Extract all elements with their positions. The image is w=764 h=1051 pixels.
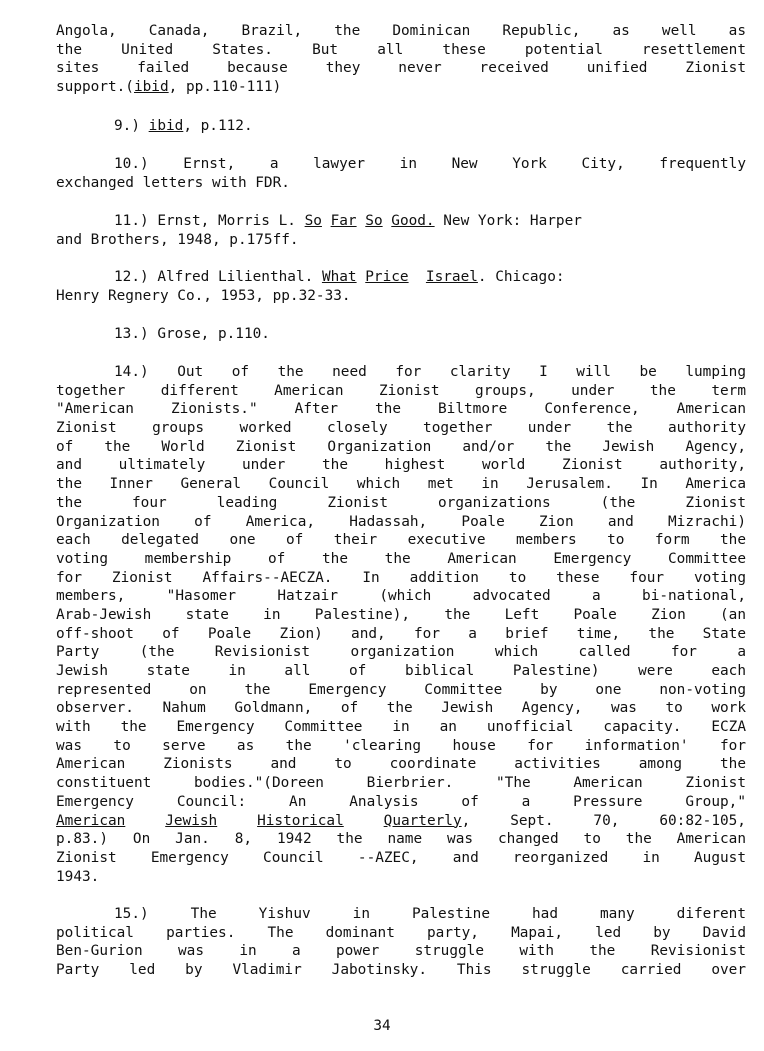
citation-title: Quarterly [383,812,462,829]
footnote-12 [56,268,746,305]
text-line: and Brothers, 1948, p.175ff. [56,231,299,248]
text-line: constituent bodies."(Doreen Bierbrier. "The American Zionist [56,775,746,792]
text-line: represented on the Emergency Committee by one non-voting [56,681,746,698]
text-segment: , pp.110-111) [168,79,282,96]
text-line: Party (the Revisionist organization which called for a [56,644,746,661]
text-line: members, "Hasomer Hatzair (which advocated a bi-national, [56,588,746,605]
citation-title: Israel [425,269,478,285]
text-line: the Inner General Council which met in Jerusalem. In America [56,476,746,493]
text-line: with the Emergency Committee in an unofficial capacity. ECZA [56,719,746,736]
footnote-9 [56,117,746,136]
text-line: p.83.) On Jan. 8, 1942 the name was changed to the American [56,831,746,848]
text-segment: New York: Harper [434,213,582,229]
citation-title: ibid [133,79,169,96]
note-continuation [56,22,746,97]
text-line [56,268,746,287]
citation-title: So [365,213,383,229]
page-number: 34 [373,1018,391,1034]
citation-title: American [56,812,126,829]
text-line: Jewish state in all of biblical Palestine) were each [56,663,746,679]
text-segment: 12.) Alfred Lilienthal. [114,269,322,285]
footnote-10 [56,155,746,192]
text-line: Ben-Gurion was in a power struggle with the Revisionist [56,943,746,960]
text-line: Zionist Emergency Council --AZEC, and reorganized in August [56,849,746,866]
text-line: together different American Zionist groups, under the term [56,382,746,399]
text-line: exchanged letters with FDR. [56,174,290,191]
text-segment: , p.112. [183,118,253,134]
footnote-number: 9.) [114,118,149,134]
footnote-11 [56,212,746,249]
text-line [56,117,746,136]
text-segment: , Sept. 70, 60:82-105, [461,812,746,829]
text-line: observer. Nahum Goldmann, of the Jewish Agency, was to work [56,700,746,717]
text-line: Zionist groups worked closely together under the authority [56,420,746,437]
text-line: and ultimately under the highest world Zionist authority, [56,457,746,474]
text-line: of the World Zionist Organization and/or the Jewish Agency, [56,438,746,455]
text-line: political parties. The dominant party, Mapai, led by David [56,924,746,941]
text-line [56,812,746,831]
text-line: American Zionists and to coordinate activities among the [56,756,746,773]
citation-title: Far [330,213,357,229]
text-line: was to serve as the 'clearing house for information' for [56,737,746,754]
citation-title: ibid [148,118,184,134]
text-line: sites failed because they never received unified Zionist [56,60,746,77]
text-line: 15.) The Yishuv in Palestine had many diferent [114,906,746,922]
text-line: "American Zionists." After the Biltmore Conference, American [56,401,746,418]
text-line: the four leading Zionist organizations (the Zionist [56,494,746,511]
citation-title: Historical [257,812,344,829]
text-line: Party led by Vladimir Jabotinsky. This struggle carried over [56,962,746,979]
text-segment: 11.) Ernst, Morris L. [114,213,305,229]
text-line: Arab-Jewish state in Palestine), the Left Poale Zion (an [56,606,746,623]
text-line: Angola, Canada, Brazil, the Dominican Republic, as well as [56,23,746,39]
text-line: 1943. [56,868,100,885]
text-line: 14.) Out of the need for clarity I will be lumping [114,364,746,380]
citation-title: Price [365,269,409,285]
text-line: Organization of America, Hadassah, Poale Zion and Mizrachi) [56,513,746,530]
text-line: Henry Regnery Co., 1953, pp.32-33. [56,287,351,304]
text-segment: support.( [56,79,134,96]
text-line: voting membership of the the American Emergency Committee [56,550,746,567]
text-line: off-shoot of Poale Zion) and, for a brief time, the State [56,625,746,642]
footnote-14 [56,363,746,886]
text-line: 13.) Grose, p.110. [114,326,270,342]
citation-title: Jewish [165,812,218,829]
footnote-15 [56,905,746,980]
text-line: each delegated one of their executive members to form the [56,532,746,549]
text-line [56,212,746,231]
text-segment: . Chicago: [477,269,565,285]
citation-title: Good. [391,213,435,229]
text-line [56,78,746,97]
text-line: 10.) Ernst, a lawyer in New York City, frequently [114,156,746,172]
citation-title: So [304,213,322,229]
text-line: Emergency Council: An Analysis of a Pressure Group," [56,793,746,810]
text-line: for Zionist Affairs--AECZA. In addition to these four voting [56,569,746,586]
citation-title: What [321,269,357,285]
footnote-13 [56,325,746,344]
text-line: the United States. But all these potential resettlement [56,41,746,58]
